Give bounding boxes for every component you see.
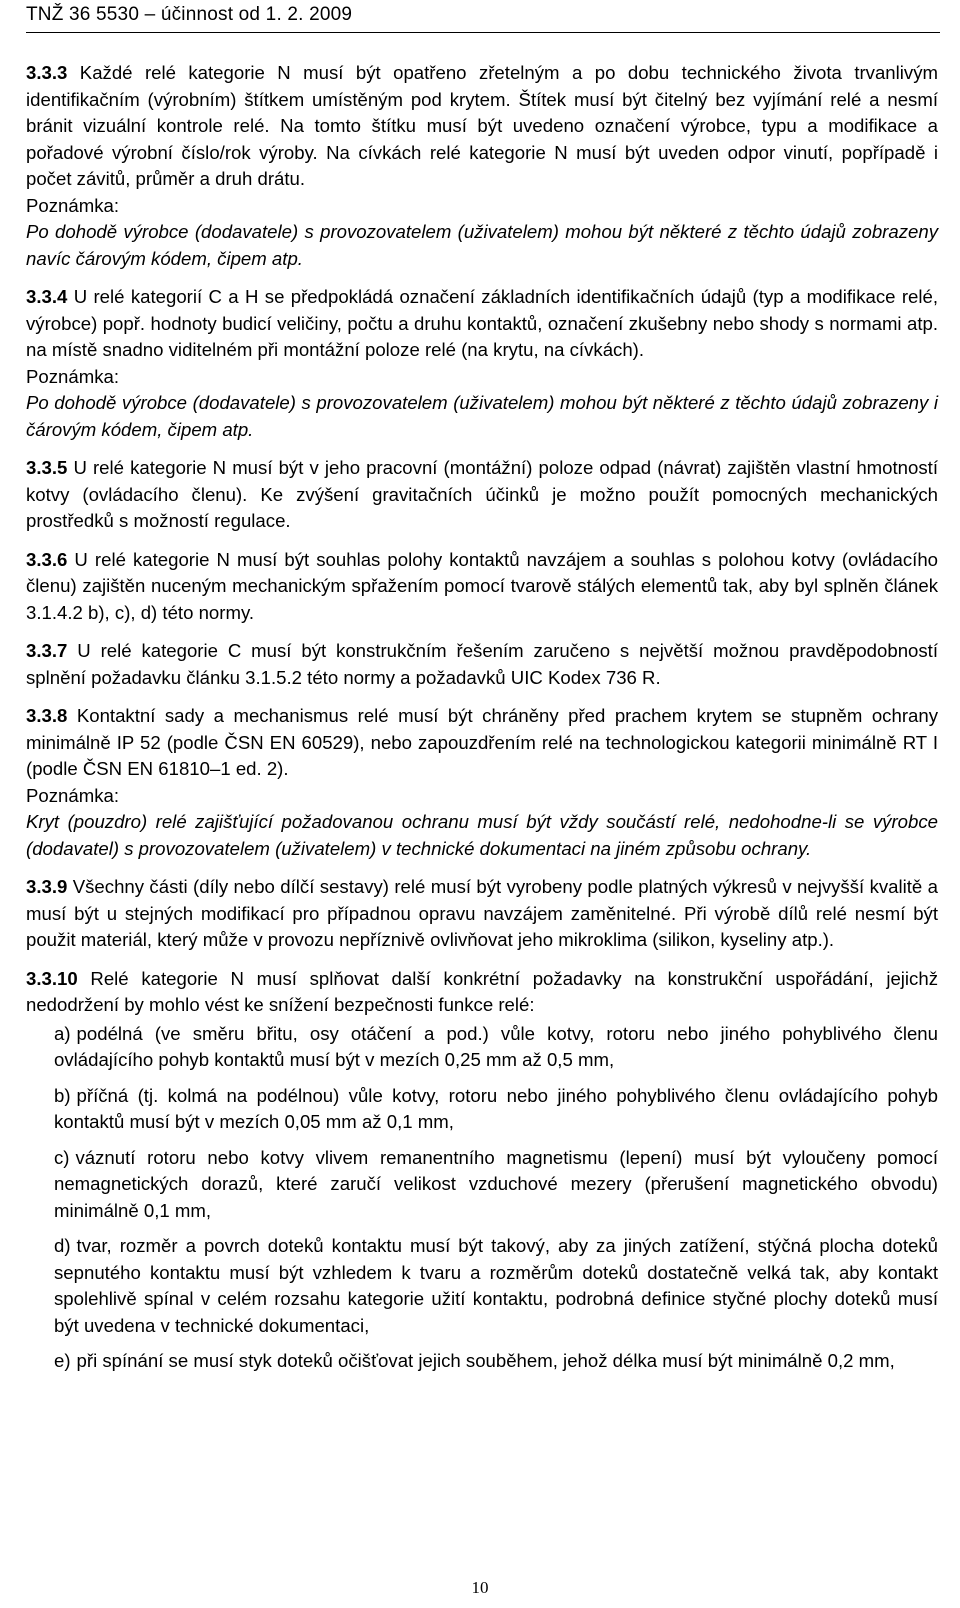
note-label: Poznámka: <box>26 784 120 806</box>
list-item-letter: e) <box>54 1350 71 1371</box>
section-number: 3.3.5 <box>26 457 68 478</box>
list-item-letter: c) <box>54 1146 70 1168</box>
header-divider <box>26 32 940 33</box>
section-text: Každé relé kategorie N musí být opatřeno zřetelným a po dobu technického života trvanlivým identifikačním (výrobním) štítkem umístěným pod krytem. Štítek musí být čitelný bez vyjímání relé a nesmí bránit vizuální kontrole relé. Na tomto štítku musí být uvedeno označení výrobce, typu a modifikace a pořadové výrobní číslo/rok výroby. Na cívkách relé kategorie N musí být uveden odpor vinutí, popřípadě i počet závitů, průměr a druh drátu. <box>26 62 938 189</box>
list-item-letter: d) <box>54 1235 71 1256</box>
requirement-list <box>26 1021 938 1375</box>
section-text: Všechny části (díly nebo dílčí sestavy) relé musí být vyrobeny podle platných výkresů v nejvyšší kvalitě a musí být u stejných modifikací pro případnou opravu navzájem zaměnitelné. Při výrobě dílů relé nesmí být použit materiál, který může v provozu nepříznivě ovlivňovat jeho mikroklima (silikon, kyseliny atp.). <box>26 876 938 950</box>
note-label: Poznámka: <box>26 365 120 387</box>
document-body <box>26 60 938 1384</box>
list-item <box>26 1083 938 1136</box>
section-3-3-7 <box>26 638 938 691</box>
section-number: 3.3.4 <box>26 286 68 307</box>
note-text: Kryt (pouzdro) relé zajišťující požadovanou ochranu musí být vždy součástí relé, nedohodne-li se výrobce (dodavatel) s provozovatelem (uživatelem) v technické dokumentaci na jiném způsobu ochrany. <box>26 811 938 859</box>
section-text: U relé kategorie C musí být konstrukčním řešením zaručeno s největší možnou pravděpodobností splnění požadavku článku 3.1.5.2 této normy a požadavků UIC Kodex 736 R. <box>26 640 938 688</box>
list-item <box>26 1348 938 1375</box>
list-item <box>26 1233 938 1339</box>
list-item <box>26 1021 938 1074</box>
list-item-text: váznutí rotoru nebo kotvy vlivem remanentního magnetismu (lepení) musí být vyloučeny pomocí nemagnetických dorazů, které zaručí velikost vzduchové mezery (přerušení magnetického obvodu) minimálně 0,1 mm, <box>54 1146 938 1221</box>
section-text: Relé kategorie N musí splňovat další konkrétní požadavky na konstrukční uspořádání, jejichž nedodržení by mohlo vést ke snížení bezpečnosti funkce relé: <box>26 967 938 1015</box>
list-item-letter: b) <box>54 1084 71 1106</box>
section-3-3-3 <box>26 60 938 193</box>
list-item-text: tvar, rozměr a povrch doteků kontaktu musí být takový, aby za jiných zatížení, stýčná plocha doteků sepnutého kontaktu musí být vzhledem k tvaru a rozměrům doteků dostatečně velká tak, aby kontakt spolehlivě spínal v celém rozsahu kategorie užití kontaktu, podrobná definice styčné plochy doteků musí být uvedena v technické dokumentaci, <box>54 1235 938 1336</box>
section-number: 3.3.7 <box>26 640 68 661</box>
section-text: Kontaktní sady a mechanismus relé musí být chráněny před prachem krytem se stupněm ochrany minimálně IP 52 (podle ČSN EN 60529), nebo zapouzdřením relé na technologickou kategorii minimálně RT I (podle ČSN EN 61810–1 ed. 2). <box>26 705 938 779</box>
section-text: U relé kategorií C a H se předpokládá označení základních identifikačních údajů (typ a modifikace relé, výrobce) popř. hodnoty budicí veličiny, počtu a druhu kontaktů, označení zkušebny nebo shody s normami atp. na místě snadno viditelném při montážní poloze relé (na krytu, na cívkách). <box>26 286 938 360</box>
section-number: 3.3.10 <box>26 967 78 989</box>
section-3-3-4 <box>26 284 938 364</box>
list-item-letter: a) <box>54 1022 71 1044</box>
list-item-text: příčná (tj. kolmá na podélnou) vůle kotvy, rotoru nebo jiného pohyblivého členu ovládajícího pohyb kontaktů musí být v mezích 0,05 mm až 0,1 mm, <box>54 1084 938 1132</box>
section-3-3-9 <box>26 874 938 954</box>
page-number: 10 <box>471 1578 489 1597</box>
note-text: Po dohodě výrobce (dodavatele) s provozovatelem (uživatelem) mohou být některé z těchto údajů zobrazeny i čárovým kódem, čipem atp. <box>26 392 938 440</box>
section-number: 3.3.9 <box>26 876 68 897</box>
section-number: 3.3.3 <box>26 62 68 83</box>
section-3-3-5 <box>26 455 938 535</box>
section-3-3-6 <box>26 547 938 627</box>
note-label: Poznámka: <box>26 194 120 216</box>
section-3-3-10 <box>26 966 938 1019</box>
section-number: 3.3.8 <box>26 705 68 726</box>
section-text: U relé kategorie N musí být v jeho pracovní (montážní) poloze odpad (návrat) zajištěn vlastní hmotností kotvy (ovládacího členu). Ke zvýšení gravitačních účinků je možno použít pomocných mechanických prostředků s možností regulace. <box>26 457 938 531</box>
section-text: U relé kategorie N musí být souhlas polohy kontaktů navzájem a souhlas s polohou kotvy (ovládacího členu) zajištěn nuceným mechanickým spřažením pomocí tvarově stálých elementů tak, aby byl splněn článek 3.1.4.2 b), c), d) této normy. <box>26 548 938 623</box>
list-item <box>26 1145 938 1225</box>
page-header: TNŽ 36 5530 – účinnost od 1. 2. 2009 <box>26 4 353 25</box>
section-number: 3.3.6 <box>26 548 68 570</box>
section-3-3-8 <box>26 703 938 783</box>
list-item-text: při spínání se musí styk doteků očišťovat jejich souběhem, jehož délka musí být minimálně 0,2 mm, <box>76 1350 895 1371</box>
list-item-text: podélná (ve směru břitu, osy otáčení a pod.) vůle kotvy, rotoru nebo jiného pohyblivého členu ovládajícího pohyb kontaktů musí být v mezích 0,25 mm až 0,5 mm, <box>54 1022 938 1070</box>
note-text: Po dohodě výrobce (dodavatele) s provozovatelem (uživatelem) mohou být některé z těchto údajů zobrazeny navíc čárovým kódem, čipem atp. <box>26 221 938 269</box>
